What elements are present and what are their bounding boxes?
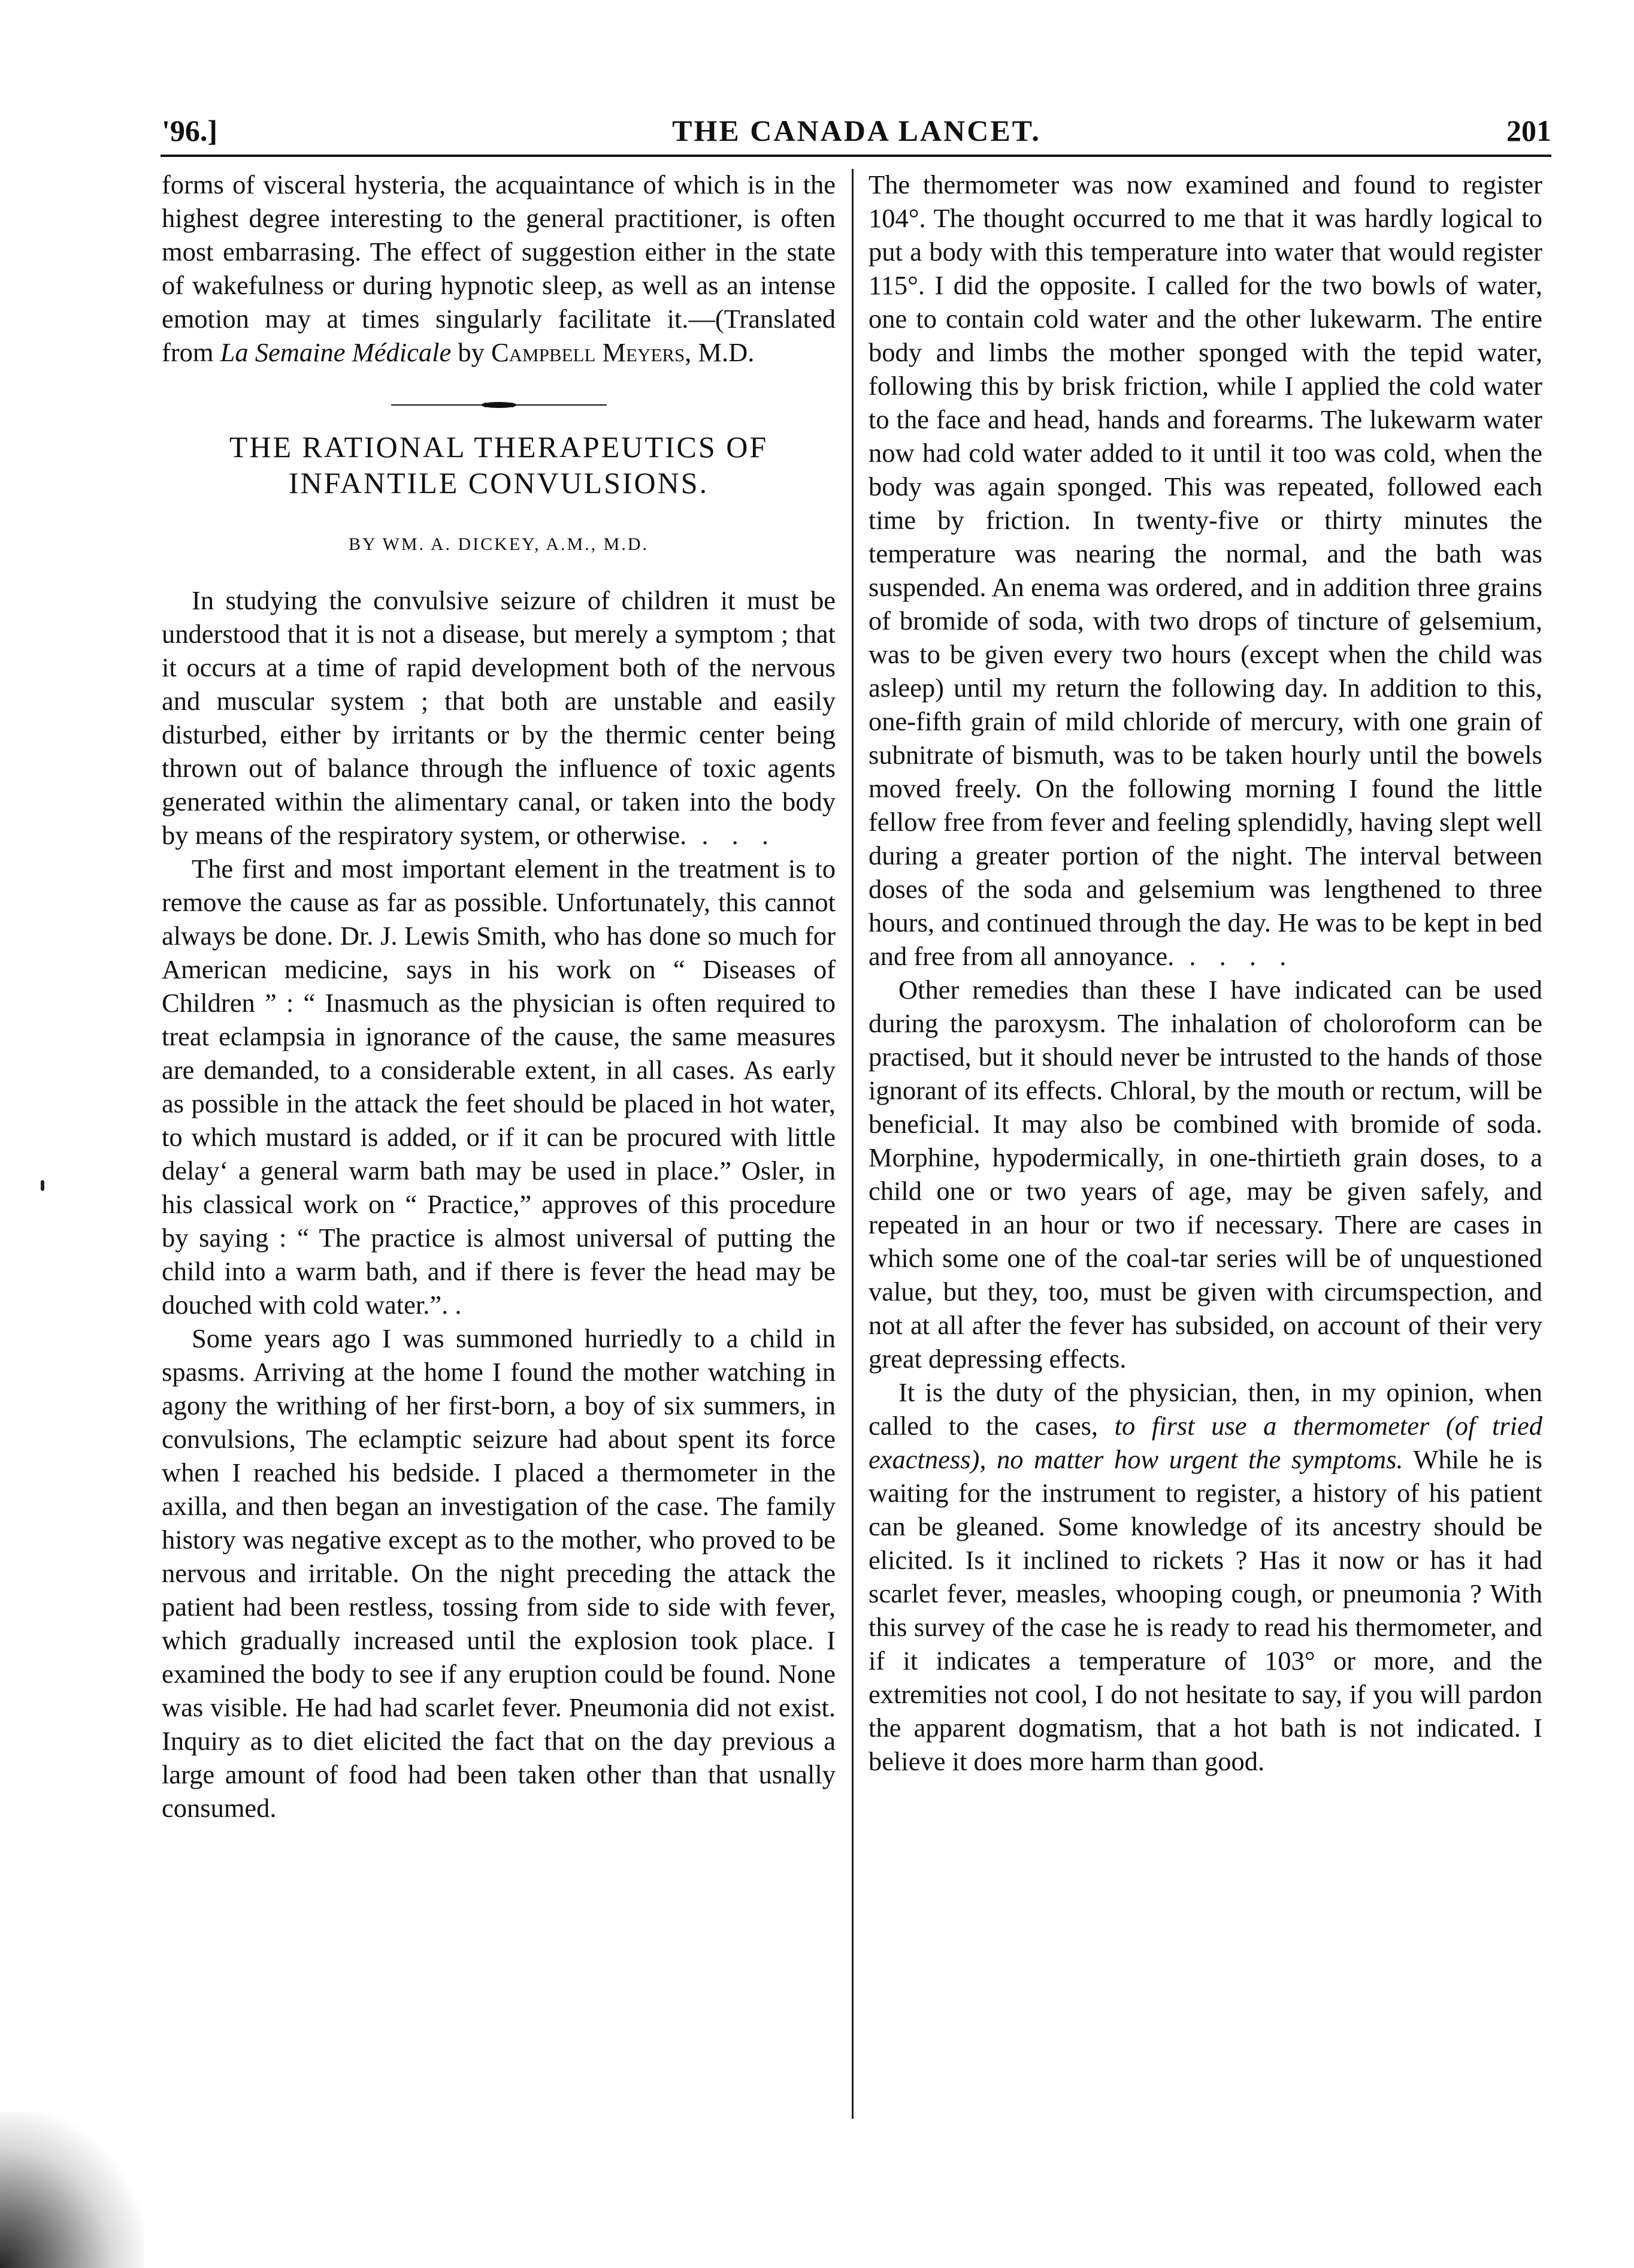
right-column [869, 168, 1542, 1778]
paragraph-text: It is the duty of the physician, then, in my opinion, when called to the cases, [869, 1377, 1542, 1441]
paragraph-text: While he is waiting for the instrument to register, a history of his patient can be gleaned. Some knowledge of its ancestry should be elicited. Is it inclined to rickets ? Has it now or has it had scarlet fever, measles, whooping cough, or pneumonia ? With this survey of the case he is ready to read his thermometer, and if it indicates a temperature of 103° or more, and the extremities not cool, I do not hesitate to say, if you will pardon the apparent dogmatism, that a hot bath is not indicated. I believe it does more harm than good. [869, 1444, 1542, 1776]
body-paragraph: The first and most important element in the treatment is to remove the cause as far as possible. Unfortunately, this cannot always be done. Dr. J. Lewis Smith, who has done so much for American medicine, says in his work on “ Diseases of Children ” : “ Inasmuch as the physician is often required to treat eclampsia in ignorance of the cause, the same measures are demanded, to a considerable extent, in all cases. As early as possible in the attack the feet should be placed in hot water, to which mustard is added, or if it can be procured with little delay‘ a general warm bath may be used in place.” Osler, in his classical work on “ Practice,” approves of this procedure by saying : “ The practice is almost universal of putting the child into a warm bath, and if there is fever the head may be douched with cold water.”. . [162, 854, 836, 1320]
body-paragraph: Other remedies than these I have indicated can be used during the paroxysm. The inhalation of choloroform can be practised, but it should never be intrusted to the hands of those ignorant of its effects. Chloral, by the mouth or rectum, will be beneficial. It may also be combined with bromide of soda. Morphine, hypodermically, in one-thirtieth grain doses, to a child one or two years of age, may be given safely, and repeated in an hour or two if necessary. There are cases in which some one of the coal-tar series will be of unquestioned value, but they, too, must be given with circumspection, and not at all after the fever has subsided, on account of their very great depressing effects. [869, 975, 1542, 1374]
running-head [162, 107, 1551, 155]
ellipsis-dots: . . . . [1174, 941, 1295, 971]
body-paragraph [869, 168, 1542, 973]
continuation-paragraph [162, 168, 836, 369]
header-rule [161, 155, 1551, 157]
translator-name: Campbell Meyers, M.D. [491, 337, 755, 367]
body-paragraph [162, 583, 836, 852]
journal-title: THE CANADA LANCET. [672, 114, 1041, 147]
body-paragraph [869, 1375, 1542, 1778]
column-rule [852, 169, 854, 2119]
header-year: '96.] [162, 114, 218, 147]
page-number: 201 [1506, 114, 1551, 147]
continuation-by: by [451, 337, 491, 367]
body-paragraph: Some years ago I was summoned hurriedly to a child in spasms. Arriving at the home I found the mother watching in agony the writhing of her first-born, a boy of six summers, in convulsions, The eclamptic seizure had about spent its force when I reached his bedside. I placed a thermometer in the axilla, and then began an investigation of the case. The family history was negative except as to the mother, who proved to be nervous and irritable. On the night preceding the attack the patient had been restless, tossing from side to side with fever, which gradually increased until the explosion took place. I examined the body to see if any eruption could be found. None was visible. He had had scarlet fever. Pneumonia did not exist. Inquiry as to diet elicited the fact that on the day previous a large amount of food had been taken other than that usnally consumed. [162, 1323, 836, 1823]
ellipsis-dots: . . . [686, 820, 777, 850]
paragraph-text: In studying the convulsive seizure of children it must be understood that it is not a disease, but merely a symptom ; that it occurs at a time of rapid development both of the nervous and muscular system ; that both are unstable and easily disturbed, either by irritants or by the thermic center being thrown out of balance through the influence of toxic agents generated within the alimentary canal, or taken into the body by means of the respiratory system, or otherwise. [162, 585, 836, 850]
scan-speck [41, 1180, 44, 1191]
article-byline: BY WM. A. DICKEY, A.M., M.D. [349, 534, 649, 554]
paragraph-text: The thermometer was now examined and found to register 104°. The thought occurred to me that it was hardly logical to put a body with this temperature into water that would register 115°. I did the opposite. I called for the two bowls of water, one to contain cold water and the other lukewarm. The entire body and limbs the mother sponged with the tepid water, following this by brisk friction, while I applied the cold water to the face and head, hands and forearms. The lukewarm water now had cold water added to it until it too was cold, when the body was again sponged. This was repeated, followed each time by friction. In twenty-five or thirty minutes the temperature was nearing the normal, and the bath was suspended. An enema was ordered, and in addition three grains of bromide of soda, with two drops of tincture of gelsemium, was to be given every two hours (except when the child was asleep) until my return the following day. In addition to this, one-fifth grain of mild chloride of mercury, with one grain of subnitrate of bismuth, was to be taken hourly until the bowels moved freely. On the following morning I found the little fellow free from fever and feeling splendidly, having slept well during a greater portion of the night. The interval between doses of the soda and gelsemium was lengthened to three hours, and continued through the day. He was to be kept in bed and free from all annoyance. [869, 170, 1542, 971]
scan-corner-shadow [0, 2112, 144, 2268]
continuation-text: forms of visceral hysteria, the acquaintance of which is in the highest degree interesting to the general practitioner, is often most embarrasing. The effect of suggestion either in the state of wakefulness or during hypnotic sleep, as well as an intense emotion may at times singularly facilitate it.—(Translated from [162, 170, 836, 367]
source-title: La Semaine Médicale [220, 337, 452, 367]
emphasis-text: to first use a thermometer (of tried exactness), no matter how urgent the symptoms. [869, 1411, 1542, 1474]
article-title: THE RATIONAL THERAPEUTICS OF INFANTILE CONVULSIONS. [229, 430, 768, 500]
left-column [162, 168, 836, 1825]
section-ornament [391, 399, 607, 411]
